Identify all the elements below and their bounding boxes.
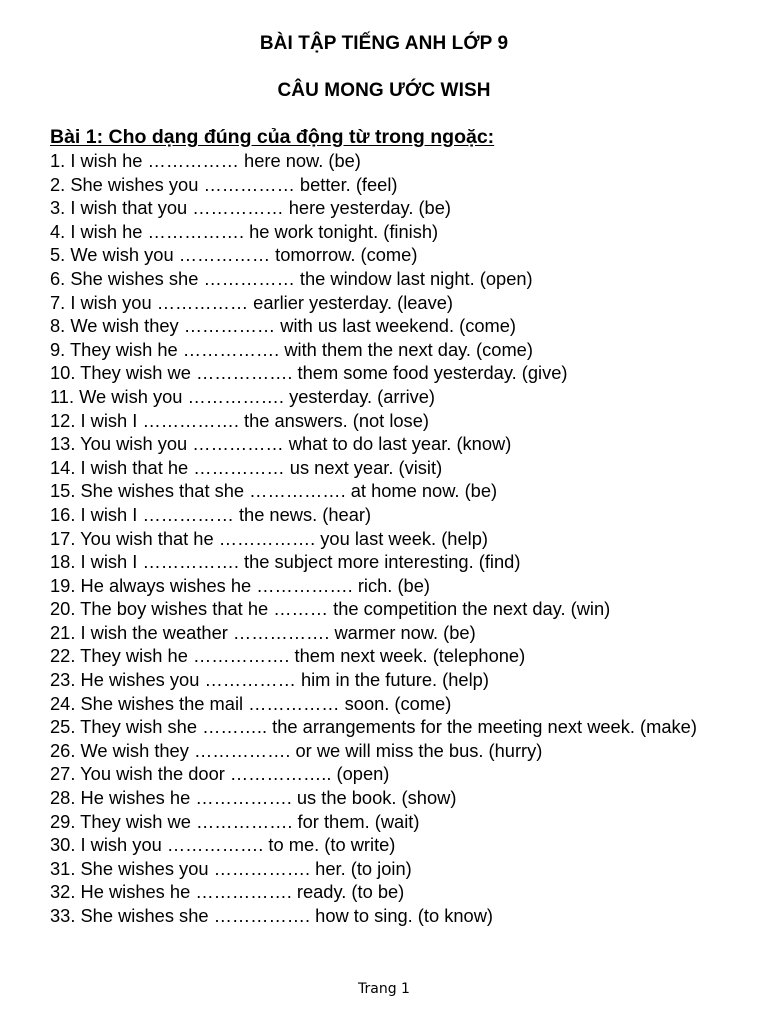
exercise-item: 3. I wish that you …………… here yesterday. (be) <box>50 197 451 219</box>
exercise-item: 13. You wish you …………… what to do last year. (know) <box>50 433 512 455</box>
exercise-item: 17. You wish that he ……………. you last week. (help) <box>50 527 488 549</box>
document-title: BÀI TẬP TIẾNG ANH LỚP 9 <box>259 33 509 54</box>
exercise-item: 14. I wish that he …………… us next year. (visit) <box>50 456 443 478</box>
exercise-item: 20. The boy wishes that he ……… the competition the next day. (win) <box>50 598 611 620</box>
exercise-item: 24. She wishes the mail …………… soon. (come) <box>50 692 452 714</box>
exercise-item: 27. You wish the door …………….. (open) <box>50 763 390 785</box>
page-footer: Trang 1 <box>358 981 410 997</box>
exercise-item: 18. I wish I ……………. the subject more interesting. (find) <box>50 551 521 573</box>
exercise-item: 10. They wish we ……………. them some food yesterday. (give) <box>50 362 568 384</box>
exercise-item: 29. They wish we ……………. for them. (wait) <box>50 810 420 832</box>
exercise-item: 33. She wishes she ……………. how to sing. (to know) <box>50 905 493 926</box>
exercise-item: 12. I wish I ……………. the answers. (not lose) <box>50 409 429 431</box>
exercise-item: 32. He wishes he ……………. ready. (to be) <box>50 881 405 903</box>
exercise-item: 25. They wish she ……….. the arrangements for the meeting next week. (make) <box>50 716 697 738</box>
exercise-item: 11. We wish you ……………. yesterday. (arrive) <box>50 385 436 407</box>
exercise-item: 26. We wish they ……………. or we will miss the bus. (hurry) <box>50 739 543 761</box>
exercise-item: 16. I wish I …………… the news. (hear) <box>50 503 372 525</box>
exercise-item: 8. We wish they …………… with us last weekend. (come) <box>50 315 516 337</box>
exercise-item: 30. I wish you ……………. to me. (to write) <box>50 834 396 856</box>
exercise-item: 7. I wish you …………… earlier yesterday. (leave) <box>50 291 453 313</box>
exercise-item: 5. We wish you …………… tomorrow. (come) <box>50 244 418 266</box>
section-heading: Bài 1: Cho dạng đúng của động từ trong ngoặc: <box>50 126 495 148</box>
exercise-item: 9. They wish he ……………. with them the next day. (come) <box>50 338 533 360</box>
document-subtitle: CÂU MONG ƯỚC WISH <box>277 80 491 101</box>
exercise-item: 19. He always wishes he ……………. rich. (be) <box>50 574 430 596</box>
exercise-item: 15. She wishes that she ……………. at home now. (be) <box>50 480 498 502</box>
exercise-item: 22. They wish he ……………. them next week. (telephone) <box>50 645 526 667</box>
exercise-item: 2. She wishes you …………… better. (feel) <box>50 173 398 195</box>
exercise-item: 31. She wishes you ……………. her. (to join) <box>50 857 412 879</box>
exercise-item: 28. He wishes he ……………. us the book. (show) <box>50 787 457 809</box>
exercise-item: 23. He wishes you …………… him in the future. (help) <box>50 669 489 691</box>
exercise-list <box>50 149 750 928</box>
exercise-item: 21. I wish the weather ……………. warmer now. (be) <box>50 621 476 643</box>
exercise-item: 1. I wish he …………… here now. (be) <box>50 150 361 171</box>
exercise-item: 6. She wishes she …………… the window last night. (open) <box>50 267 533 289</box>
exercise-item: 4. I wish he ……………. he work tonight. (finish) <box>50 220 439 242</box>
